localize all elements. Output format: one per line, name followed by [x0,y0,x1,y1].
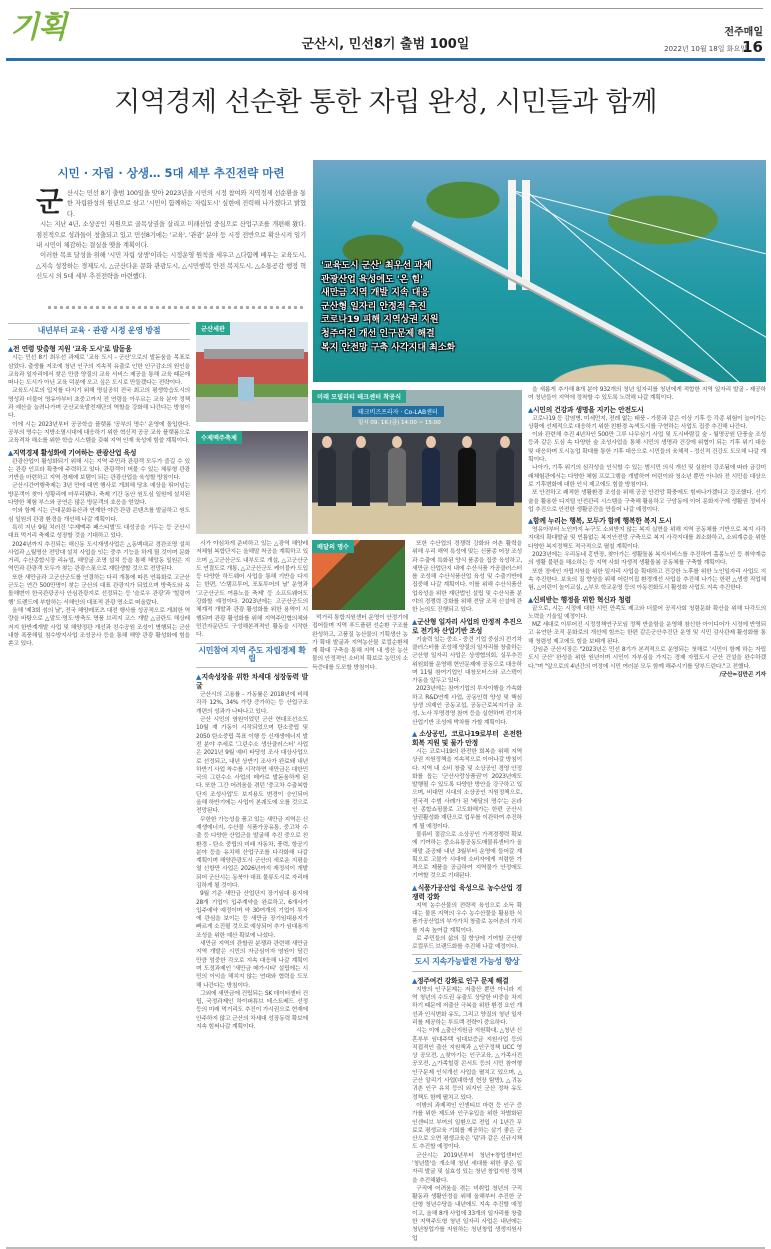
hero-photo-bridge [313,160,766,382]
section-heading [412,618,522,636]
hero-caption-line: 군산형 일자리 안정적 추진 [321,301,427,312]
body-paragraph: 이와 관련해 추진 4년차인 500만 그루 나무심기 사업 및 도시바람길 숲 - 월명공원 단풍숲 조성 등과 같은 도심 속 다양한 숲 조성사업을 통해 시민의 생명과 건강에 위협이 되는 기후 위기 대응 및 대응하며 도시농업 확대를 통한 기후 대응으로 시민들의 육체적 - 정신적 건강도 도모해 나갈 계획이다. [528,432,766,464]
series-title: 군산시, 민선8기 출범 100일 [301,37,470,52]
triangle-bullet-icon: ▲ [8,448,14,457]
hero-caption-line: 관광산업 육성에도 '온 힘' [321,274,423,285]
section-heading-text: 전 연령 맞춤형 지원 '교육 도시'로 발돋움 [13,345,132,354]
body-paragraph: 이밖의 과제적인 인센티브 마련 등 인구 증가를 위한 제도와 인구유입을 위한 차별화된 인센티브 부여의 일환으로 전입 시 1년간 무료로 평생교육 기회를 제공하는 살기 좋은 군산으로 오면 평생교육은 '덤'과 같은 신규시책도 추진할 예정이다. [412,1102,522,1151]
top-divider [70,8,763,9]
body-paragraph: 시는 코로나19의 완전한 회복을 위해 지역상권 지원정책을 지속적으로 이어나갈 방침이다. 지역 내 소비 창출 및 소상공인 경영 안정화를 돕는 '군산사랑상품권'이 2023년에도 발행될 수 있도록 다양한 방안을 강구하고 있으며, 비대면 시대의 소상공인 지원정책으로, 전국적 수범 사례가 된 '배달의 명수'는 온라인 종합쇼핑몰로 고도화해가는 한편 군산시 상권활성화 재단으로 업무를 이관하여 추진하게 될 예정이다. [412,748,522,830]
headline: 지역경제 선순환 통한 자립 완성, 시민들과 함께 [114,87,657,118]
body-paragraph: 시가 야심차게 준비하고 있는 △광역 해양레저체험 복합단지는 올해말 착공을 계획하고 있으며 △고군산군도 내부도로 개설, △고군산군도 연결도로 개통, △고군산군도 케이블카 도입 등 다양한 하드웨어 사업을 통해 기반을 다지는 한편, '스탬프투어, 포토투어의 날' 운영과 '고군산군도 여름노을 축제' 등 소프트웨어도 강화할 예정이다. 2023년에는 고군산군도의 체계적 개발과 관광 활성화를 위한 용역이 시행되며 관광 활성화를 위해 지역주민협의체와 민간자문단도 구성해본격적인 활동을 시작한다. [196,541,308,639]
column-1 [8,320,190,648]
dateline: 2022년 10월 18일 화요일 [664,45,747,53]
body-paragraph: 시는 이에 △출산지원금 지원확대, △청년 신혼부부 임대주택 임대보증금 지원사업 등의 직접적인 출산 지원책과 △인구정책 UCC 영상 공모전, △찾아가는 인구교육, △가족사진 공모전, △가족힐링 콘서트 등의 시민 참여형 인구문제 인식개선 사업을 펼치고 있으며, △군산 알리기 사업(대학생 현장 탐방), △귀농귀촌 인구 유치 등의 외지인 군산 정착 유도 정책도 함께 펼치고 있다. [412,1028,522,1101]
section-heading-text: 정주여건 강화로 인구 문제 해결 [417,976,509,985]
column-2 [196,540,308,1031]
triangle-bullet-icon: ▲ [412,729,420,738]
section-heading [196,673,308,691]
lead-paragraph: 이러한 목표 달성을 위해 '시민 자립 상생'이라는 시정운영 원칙을 세우고 △다함께 배우는 교육도시, △지속 성장하는 경제도시, △군산다운 문화 관광도시, △시민행복 안전 복지도시, △소통공감 행정 혁신도시 의 5대 세부 추진전략을 마련했다. [36,251,306,281]
body-paragraph: 군산시는 2019년부터 청년+창업센터인 '청년뜰'을 개소해 청년 세대를 위한 좋은 일자리 발굴 및 실효성 있는 청년 창업지원 정책을 추진해왔다. [412,1152,522,1184]
hero-caption-line: 코로나19 피해 지역상권 지원 [321,315,439,326]
person-figure [496,448,514,506]
photo-label: 군산세관 [196,322,230,335]
hero-caption-line: 복지 안전망 구축 사각지대 최소화 [321,342,456,353]
body-paragraph: 또한 장애인 자립지원을 위한 일자리 사업을 확대하고 건강한 노후를 위한 노인일자리 사업도 지속 추진한다. 보육의 질 향상을 위해 어린이집 환경개선 사업을 추진해 나가는 한편 △생생 직업체험, △어린이 놀이교실, △부모 학교운영 등의 아동친화도시 활성화 사업도 지속 추진한다. [528,568,766,592]
section-heading-text: 소상공인, 코로나19로부터 온전한 회복 지원 및 물가 안정 [412,729,523,747]
body-paragraph: 지역 농수산물의 전략적 육성으로 소득 확대는 물론 지역의 우수 농수산물을 활용한 식품가공산업의 부가가치 창출로 농어촌의 가치를 지속 높여갈 계획이다. [412,902,522,934]
section-heading [528,517,766,526]
lead-body [36,185,306,282]
body-paragraph: 끝으로, 시는 시정에 대한 시민 만족도 제고와 더불어 공직사회 청렴문화 확산을 위해 다각도의 노력을 기울일 예정이다. [528,605,766,620]
lead-paragraph: 산시는 민선 8기 출범 100일을 맞아 2023년을 시민의 시정 참여와 지역경제 선순환을 통한 자립완성의 원년으로 삼고 '시민이 함께하는 자립도시' 실현에 진력해 나가겠다고 밝혔다. [66,189,306,218]
person-figure [352,448,370,506]
lead-paragraph: 시는 지난 4년, 소상공인 지원으로 골목상권을 살리고 미래산업 중심으로 산업구조를 개편해 왔다. 점진적으로 성과들이 창출되고 있고 민선8기에는 '교육', '관광' 분야 등 시정 전반으로 확산시켜 임기 내 시민이 체감하는 결실을 맺을 계획이다. [36,220,306,250]
triangle-bullet-icon: ▲ [8,345,14,354]
photo-customs-house [196,322,308,422]
section-heading [8,449,190,458]
photo-delivery-app [312,540,405,610]
building-door [238,377,254,401]
body-paragraph: 시는 민선 8기 최우선 과제로 '교육 도시 - 군산'으로의 발돋움을 목표로 삼았다. 출생률 저조에 청년 인구의 지속적 유출로 인한 인구감소의 원인을 교육과 일자리에서 찾은 만큼 양질의 교육 서비스 제공을 통해 교육 때문에 떠나는 도시가 아닌 교육 덕분에 오고 싶은 도시로 만들겠다는 전략이다. [8,355,190,387]
photo-groundbreaking [312,390,522,534]
body-paragraph: 구직에 어려움을 겪는 미취업 청년의 구직활동과 생활안정을 위해 올해부터 추진한 군산형 청년수당을 내년에도 지속 추진할 예정이고, 올해 8개 사업에 33개의 일자리를 창출한 지역주도형 청년 일자리 사업은 내년에는 청년창업가를 지원하는 청년창업 생생지원사업 [412,1185,522,1242]
building-roof [204,349,304,359]
hero-caption-line: 새만금 지역 개발 지속 대응 [321,288,430,299]
body-paragraph: 2024년까지 추진되는 해신동 도시재생사업은 △동백대교 경관조명 설치 사업과 △월명산 전망대 설치 사업을 잇는 중추 기능을 하게 될 것이며 문화거리, 수산종합시장 리뉴얼, 해망굴 조명 설치 등을 통해 해망동 일원은 지역민과 관광객 모두가 찾는 관광스폿으로 재탄생할 것으로 전망된다. [8,541,190,573]
sub-headline: 시민 · 자립 · 상생… 5대 세부 추진전략 마련 [57,166,285,180]
triangle-bullet-icon: ▲ [412,976,418,985]
triangle-bullet-icon: ▲ [412,617,418,626]
body-paragraph: 관광산업이 활성화되기 위해 시는 지역 주민과 관광객 모두가 즐길 수 있는 관광 인프라 확충에 주력하고 있다. 관광객이 머물 수 있는 체류형 관광 기반을 마련하고 지역 경제에 보탬이 되는 관광산업을 육성할 방침이다. [8,458,190,482]
column-box-heading: 도시 지속가능발전 가능성 향상 [412,954,522,971]
body-paragraph: 군산 시민의 염원이었던 군산 현대조선소도 10월 재 가동이 시작되었으며 탄소중립 및 2050 탄소중립 목표 이행 등 신재생에너지 발전 분야 추세로 '그린수소 생산클러스터' 사업은 2021년 9월 예비 타당성 조사 대상사업으로 선정되고, 내년 상반기 조사가 완료돼 내년 하반기 사업 착수를 시작하면 새만금은 대한민국의 그린수소 사업의 메카로 발돋움하게 된다. 또한 그간 어려움을 겪던 '중고차 수출복합단지 조성사업'도 보지용도 변경이 승인되어 올해 하반기에는 사업이 본궤도에 오를 것으로 전망된다. [196,717,308,815]
event-banner-title: 테크비즈프라자 · Co-LAB센터 [352,406,444,417]
body-paragraph: 강임준 군산시장은 "2023년은 민선 8기가 본격적으로 운영되는 첫해로 '시민이 함께 하는 자립도시 군산' 완성을 위한 원년이며 시민이 자부심을 가지는 경제 자립도시 군산 건설을 완수하겠다."며 "앞으로의 4년간의 여정에 시민 여러분 모두 함께 해주시기를 당부드린다."고 전했다. [528,647,766,670]
column-box-heading: 시민참여 지역 주도 자립경제 확립 [196,643,308,669]
body-paragraph: 또한 새만금과 고군산군도를 연결하는 다리 개통에 따른 연륙화로 고군산군도는 연간 500만명이 찾는 군산의 대표 관광지가 되었으며 방축도와 옥돌해변이 한국관광공사 안심관광지로 선정되는 등 '슬로우 관광'과 '힐링여행' 트렌드에 부합하는 서해안의 대표적 관광 명소로 떠올랐다. [8,574,190,606]
section-heading [528,406,766,415]
photo-label: 수제맥주축제 [196,431,242,444]
body-paragraph: 군산시의 고용률 - 가동률은 2018년에 비해 각각 12%, 34% 가량 증가하는 등 산업구조 개편의 성과가 나타나고 있다. [196,692,308,715]
section-heading [412,884,522,902]
body-paragraph: 9월 기준 새만금 산업단지 장기임대 용지에 28개 기업이 입주계약을 완료하고, 6개사가 입주예약 예정이며 약 30여개의 기업이 투자에 관심을 보이는 등 새만금 장기임대용지가 빠르게 소진될 것으로 예상되어 추가 임대용지 조성을 위한 예산 확보에 나섰다. [196,891,308,939]
body-paragraph: 2023년에는 우리동네 홍반장, 찾아가는 생활돌봄 복지서비스를 추진하여 홀몸노인 등 취약계층의 생활 불편을 해소하는 등 지역 사회 자생적 생활돌봄 공동체를 구축할 계획이다. [528,552,766,567]
masthead [0,0,771,62]
triangle-bullet-icon: ▲ [528,517,534,526]
body-paragraph: 특히 지난 9월 치러진 '수제맥주 페스티벌'도 대성공을 거두는 등 군산시 대표 먹거리 축제로 성장할 것을 기대하고 있다. [8,524,190,540]
column-3 [312,614,408,672]
body-paragraph: 먹거리 통합지원센터 운영이 안정기에 접어들며 지역 푸드플랜 선순환 구조를 완성하고, 고품질 농산물의 기획생산 농가 확대 발굴과 지역농산물 로컬순환체계 확대 구축을 통해 지역 내 생산 농산물의 안정적인 소비처 확보로 농민의 소득증대를 도모할 방침이다. [312,615,408,671]
photo-label: 미래 모빌리티 테크센터 착공식 [312,390,406,403]
section-heading-text: 식품가공산업 육성으로 농수산업 경쟁력 강화 [412,883,522,901]
triangle-bullet-icon: ▲ [528,405,534,414]
triangle-bullet-icon: ▲ [412,883,418,892]
column-5 [528,386,766,679]
section-heading-text: 군산형 일자리 사업의 안정적 추진으로 전기차 산업기반 조성 [412,617,523,635]
section-heading [528,596,766,605]
byline: /군산=김만곤 기자 [719,671,766,678]
lead-paragraphs [36,185,306,282]
triangle-bullet-icon: ▲ [196,673,202,682]
body-paragraph: 영유아부터 노인까지 누구도 소외받지 않는 복지 실현을 위해 지역 공동체를 기반으로 복지 사각지대의 확대발굴 및 빈틈없는 복지안전망 구축으로 복지 사각지대를 최소화하고, 소외계층을 위한 다양한 복지정책도 적극적으로 펼칠 계획이다. [528,527,766,550]
body-paragraph: 기술력 있는 중소 - 중견 기업 중심의 전기차 클러스터를 조성해 양질의 일자리를 창출하는 군산형 일자리 사업은 상생협의회, 실무추진위원회를 운영해 현안문제에 공동으로 대응하며 11월 참여기업인 대창모터스와 코스텍이 가동을 앞두고 있다. [412,636,522,685]
page-number: 16 [742,38,763,56]
body-paragraph: 또한 수산업의 경쟁력 강화와 어촌 활력을 위해 우리 해역 특성에 맞는 신품종 어장 조성과 수출에 특화된 양식 품종을 집중 육성하고, 새만금 산업단지 내에 수산식품 가공클러스터를 조성해 수산식품산업 육성 및 수출기반에 집중해 나갈 계획이다. 이를 위해 수산식품산업육성을 위한 재단법인 설립 및 수산식품 분야의 경쟁력 강화를 위해 전담 조직 신설에 관한 논의도 진행되고 있다. [412,541,522,614]
body-paragraph: 올해 '제3회 섬의 날', 전국 해양레포츠 대전 행사를 성공적으로 개최한 역량을 바탕으로 △말도·명도·방축도 명품 브리지 코스 개발 △금란도 해상레저지 한반계개발 사업 및 해양정관 개선과 친수공원 조성이 병행되는 군산 내항 폭풍해일 침수방지사업 조성공사 등을 통해 해양 관광 활성화에 힘을 쏟고 있다. [8,607,190,648]
section-heading-text: 지속성장을 위한 차세대 성장동력 발굴 [196,673,308,691]
dotted-divider [48,306,303,309]
drop-cap: 군 [36,185,63,218]
body-paragraph: 물류비 절감으로 소상공인 가격경쟁력 확보에 기여하는 중소유통공동도매물류센터가 올해말 준공돼 내년 3월부터 운영에 들어갈 계획으로 고물가 시대에 소비자에게 저렴한 가격으로 제품을 공급하여 지역물가 안정에도 기여할 것으로 기대된다. [412,831,522,880]
body-paragraph: 무한한 가능성을 품고 있는 새만금 지역은 신재생에너지, 수산물 식품가공유통, 중고차 수출 등 다양한 산업군을 발굴해 추진 중으로 친환경 - 탄소 중립의 미래 자동차, 풍력, 항공기 분야 등을 유치해 산업구조를 다각화해 나갈 계획이며 해양관광도시 군산의 새로운 지평을 열 신항만 사업은 2026년까지 재정석이 개발되어 군산시는 동북아 대표 물류도시로 자리매김하게 될 것이다. [196,816,308,889]
hero-caption-line: '교육도시 군산' 최우선 과제 [321,261,432,271]
hero-caption [321,260,455,355]
bridge-cable [512,190,766,264]
body-paragraph: MZ 세대로 이루어진 시정정책연구모임 정책 반을함을 운영해 참신한 아이디어가 시정에 반영되고 유연한 조직 문화로의 개선에 힘쓰는 한편 같은군산추진단 운영 및 시민 감사관제 활성화를 통해 청렴성 제고에도 힘을 보태게 된다. [528,622,766,645]
body-paragraph: 나아가, 기후 위기의 심각성을 인식할 수 있는 범시민 의식 개선 및 실천이 강조됨에 따라 금강미래체험관에서는 다양한 체험 프로그램을 개발하여 어린이와 청소년 뿐만 아니라 전 시민을 대상으로 기후변화에 대한 인식 제고에도 힘쓸 방침이다. [528,465,766,488]
body-paragraph: 로 주민들의 삶의 질 향상에 기여할 군산형 로컬푸드 브랜드화를 추진해 나갈 예정이다. [412,935,522,951]
photo-label: 배달의 명수 [312,540,354,553]
section-heading-text: 시민의 건강과 생명을 지키는 안전도시 [533,405,644,414]
section-heading [412,977,522,986]
photo-beer-festival [196,431,308,534]
body-paragraph: 이에 시는 2023년부터 공공학습 플랫폼 '공부의 명수' 운영에 돌입한다. 공부의 명수는 지방소멸시대에 대응하기 위한 혁신적 공공 교육 플랫폼으로 교육격차 해소를 위한 학습 시스템을 갖춰 지역 인재 육성에 힘쓸 계획이다. [8,421,190,445]
body-paragraph: 그외에 새만금에 건립되는 SK 데이터센터 건립, 국정과제인 하이퍼튜브 테스트베드 선정 등의 미래 먹거리도 추진이 가시권으로 현재에 안주하지 않고 군산의 차세대 성장동력 확보에 지속 힘써나갈 계획이다. [196,990,308,1031]
section-heading [412,730,522,748]
column-3b [412,540,522,1243]
body-paragraph: 새만금 지역의 관할권 분쟁과 관련해 새만금 지역 개발은 시민의 자긍심이자 염원이 담긴 만큼 엄중한 각오로 지속 대응해 나갈 계획이며 도정과제인 '새만금 메가시티' 설립에는 시민의 이익을 해치지 않는 연대와 협력을 도모해 나간다는 방침이다. [196,941,308,989]
section-heading-text: 함께 누리는 행복, 모두가 함께 행복한 복지 도시 [533,517,672,526]
section-heading-text: 지역경제 활성화에 기여하는 관광산업 육성 [13,448,137,457]
body-paragraph: 군산시간여행축제는 3년 만에 대면 행사로 개최해 당초 예상을 뛰어넘는 방문객이 찾아 성황리에 마무리됐다. 축제 기간 동안 원도심 일원에 설치된 다양한 체험 부스와 공연은 많은 방문객의 호응을 얻었다. [8,483,190,507]
person-figure [318,448,336,506]
person-figure [422,448,440,506]
event-banner-time: 일시 09. 16.(금) 14:00 ~ 15:00 [358,420,441,426]
body-paragraph: 2023년에는 참여기업의 투자이행을 가속화하고 R&D연계 사업, 공동인력 양성 및 핵심 상생 의제인 공동교섭, 공동근로복지기금 조성, 노사 투명경영 참여 등을 실현하며 전기차 산업기반 조성에 박차를 가할 계획이다. [412,686,522,726]
body-paragraph: 지방의 인구문제는 저출산 뿐만 아니라 지역 청년의 수도권 유출도 상당한 비중을 차지하기 때문에 저출산 극복을 위한 환경 요인 개선과 인식변화 유도, 그리고 양질의 청년 일자리를 제공하는 투트랙 전략이 중요하다. [412,986,522,1026]
body-paragraph: 을 새롭게 추가해 8개 분야 932개의 청년 일자리를 청년에게 적합한 지역 일자리 발굴 - 제공하여 청년들이 지역에 정착할 수 있도록 노력해 나갈 계획이다. [528,387,766,402]
body-paragraph: 교육도시로의 입지를 다지기 위해 명실공히 전국 최고의 평생학습도시의 명성과 더불어 영유아부터 초중고까지 전 연령을 아우르는 교육 분야 정책과 예산을 늘려나가며 군산교육발전재단의 역할을 강화해 나간다는 방침이다. [8,388,190,420]
triangle-bullet-icon: ▲ [528,595,534,604]
body-paragraph: 또 안전하고 쾌적한 생활환경 조성을 위해 공공 안전망 확충에도 힘써나가겠다고 강조했다. 신기술을 활용한 디지털 안전관리 시스템을 구축해 활용하고 구암동에 이어 문화지구에 생활권 정비사업 추진으로 안전한 생활공간을 만들어 나갈 예정이다. [528,490,766,513]
hero-caption-line: 청주여건 개선 인구문제 해결 [321,328,435,339]
person-figure [388,448,406,506]
column-box-heading: 내년부터 교육 · 관광 시정 운영 방점 [8,323,190,340]
bridge-cable [526,190,750,382]
section-heading-text: 신뢰받는 행정을 위한 혁신과 청렴 [533,595,631,604]
person-figure [458,448,476,506]
masthead-divider [6,58,765,61]
section-heading [8,345,190,354]
section-label: 기획 [10,10,66,45]
paper-name: 전주매일 [724,27,763,38]
body-paragraph: 코로나19 등 감염병, 미세먼지, 전례 없는 태풍 - 가뭄과 같은 이상 기후 등 각종 위험이 늘어가는 상황에 선제적으로 대응하기 위한 친환경 녹색도시를 구현하는 사업도 집중 추진해 나간다. [528,415,766,430]
body-paragraph: 이와 함께 시는 근대문화유산과 연계한 야간 관광 콘텐츠를 발굴하고 원도심 일원의 관광 환경을 개선해 나갈 계획이다. [8,508,190,523]
